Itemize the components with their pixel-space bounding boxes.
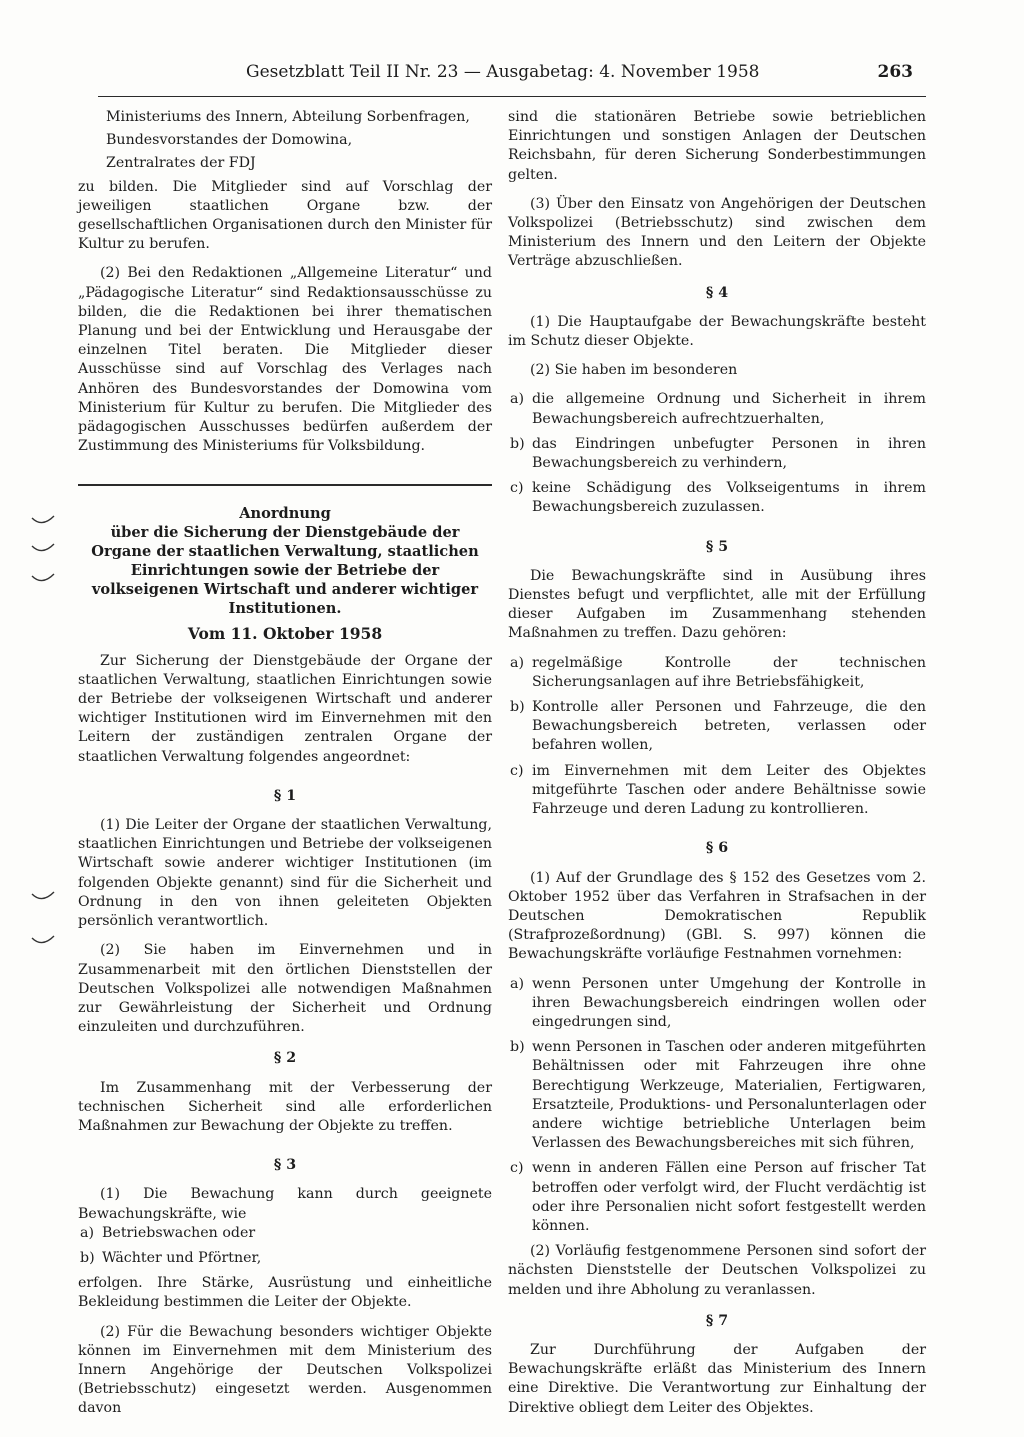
organization-item: Zentralrates der FDJ [106,155,256,172]
paragraph: sind die stationären Betriebe sowie betrieblichen Einrichtungen und sonstigen Anlagen der Deutschen Reichsbahn, für deren Sicherung Sonderbestimmungen gelten. [508,109,926,183]
list-item [508,1038,926,1153]
page-number: 263 [877,62,913,82]
paragraph: Im Zusammenhang mit der Verbesserung der technischen Sicherheit sind alle erforderlichen Maßnahmen zur Bewachung der Objekte zu treffen. [78,1079,492,1134]
paragraph: (2) Bei den Redaktionen „Allgemeine Literatur“ und „Pädagogische Literatur“ sind Redaktionsausschüsse zu bilden, die die Redaktionen bei ihrer thematischen Planung und bei der Entwicklung und Herausgabe der einzelnen Titel beraten. Die Mitglieder dieser Ausschüsse sind auf Vorschlag des Verlages nach Anhören des Bundesvorstandes der Domowina vom Ministerium für Kultur zu berufen. Die Mitglieder des pädagogischen Ausschusses bedürfen außerdem der Zustimmung des Ministeriums für Volksbildung. [78,265,492,455]
paragraph: (2) Sie haben im besonderen [530,362,738,379]
list-item-label: a) [510,654,524,671]
section-sign: § 2 [273,1050,297,1067]
list-item [508,435,926,473]
paragraph: (3) Über den Einsatz von Angehörigen der Deutschen Volkspolizei (Betriebsschutz) sind zwischen dem Ministerium des Innern und den Leitern der Objekte Verträge abzuschließen. [508,195,926,270]
list-item-label: b) [80,1249,95,1266]
preamble: Zur Sicherung der Dienstgebäude der Organe der staatlichen Verwaltung, staatlichen Einrichtungen sowie der Betriebe der volkseigenen Wirtschaft und anderer wichtiger Institutionen wird im Einvernehmen mit den Leitern der zuständigen zentralen Organe der staatlichen Verwaltung folgendes angeordnet: [78,652,492,765]
list-item-label: c) [510,1160,524,1177]
list-item-text: das Eindringen unbefugter Personen in ihren Bewachungsbereich zu verhindern, [532,435,926,472]
list-item-label: a) [510,391,524,408]
paragraph: (1) Auf der Grundlage des § 152 des Gesetzes vom 2. Oktober 1952 über das Verfahren in Strafsachen in der Deutschen Demokratischen Republik (Strafprozeßordnung) (GBl. S. 997) können die Bewachungskräfte vorläufige Festnahmen vornehmen: [508,869,926,963]
section-sign: § 3 [273,1157,297,1174]
margin-check-mark [30,934,56,948]
list-item [78,1249,492,1268]
list-item-text: wenn in anderen Fällen eine Person auf frischer Tat betroffen oder verfolgt wird, der Flucht verdächtig ist oder ihre Personalien nicht sofort festgestellt werden können. [532,1160,926,1234]
list-item [508,390,926,428]
list-item-text: Betriebswachen oder [102,1224,256,1241]
section-divider [78,484,492,486]
list-item-text: die allgemeine Ordnung und Sicherheit in ihrem Bewachungsbereich aufrechtzuerhalten, [532,391,926,427]
section-sign: § 4 [705,284,729,301]
section-sign: § 5 [705,538,729,555]
paragraph: (1) Die Bewachung kann durch geeignete Bewachungskräfte, wie [78,1186,492,1222]
margin-check-mark [30,542,56,556]
list-item-text: wenn Personen unter Umgehung der Kontrolle in ihren Bewachungsbereich eindringen wollen oder eingedrungen sind, [532,975,926,1030]
list-item [508,479,926,517]
paragraph: (2) Vorläufig festgenommene Personen sind sofort der nächsten Dienststelle der Deutschen Volkspolizei zu melden und ihre Abholung zu veranlassen. [508,1243,926,1298]
list-item-label: b) [510,699,525,716]
list-item [508,654,926,692]
list-item-text: keine Schädigung des Volkseigentums in ihrem Bewachungsbereich zuzulassen. [532,480,926,516]
paragraph: erfolgen. Ihre Stärke, Ausrüstung und einheitliche Bekleidung bestimmen die Leiter der Objekte. [78,1275,492,1311]
right-column [508,108,926,1428]
left-column [78,108,492,1429]
page-header [246,62,913,90]
paragraph: (1) Die Hauptaufgabe der Bewachungskräfte besteht im Schutz dieser Objekte. [508,313,926,350]
section-sign: § 1 [273,787,297,804]
list-item-label: a) [80,1224,94,1241]
organization-item: Bundesvorstandes der Domowina, [106,132,353,149]
paragraph: (1) Die Leiter der Organe der staatlichen Verwaltung, staatlichen Einrichtungen und Betriebe der volkseigenen Wirtschaft sowie anderer wichtiger Institutionen (im folgenden Objekte genannt) sind für die Sicherheit und Ordnung in den von ihnen geleiteten Objekten persönlich verantwortlich. [78,817,492,930]
section-sign: § 7 [705,1312,729,1329]
margin-check-mark [30,514,56,528]
list-item [78,1224,492,1243]
margin-check-mark [30,572,56,586]
organization-list [78,108,492,174]
list-item-label: c) [510,762,524,779]
section-sign: § 6 [705,840,729,857]
list-item-label: a) [510,975,524,992]
list-item-text: regelmäßige Kontrolle der technischen Sicherungsanlagen auf ihre Betriebsfähigkeit, [532,654,926,690]
paragraph: (2) Für die Bewachung besonders wichtiger Objekte können im Einvernehmen mit dem Ministerium des Innern Angehörige der Deutschen Volkspolizei (Betriebsschutz) eingesetzt werden. Ausgenommen davon [78,1323,492,1417]
list-item-text: wenn Personen in Taschen oder anderen mitgeführten Behältnissen oder mit Fahrzeugen ihre ohne Berechtigung Werkzeuge, Materialien, Fertigwaren, Ersatzteile, Produktions- und Personalunterlagen oder andere wichtige betriebliche Unterlagen beim Verlassen des Bewachungsbereiches mit sich führen, [532,1039,926,1152]
list-item-text: Kontrolle aller Personen und Fahrzeuge, die den Bewachungsbereich betreten, verlassen oder befahren wollen, [532,699,926,754]
paragraph: Die Bewachungskräfte sind in Ausübung ihres Dienstes befugt und verpflichtet, alle mit der Erfüllung dieser Aufgaben im Zusammenhang stehenden Maßnahmen zu treffen. Dazu gehören: [508,567,926,642]
list-item [508,975,926,1033]
list-item [508,1159,926,1236]
list-item [508,762,926,820]
list-item-label: c) [510,480,524,497]
margin-check-mark [30,890,56,904]
organization-item: Ministeriums des Innern, Abteilung Sorbenfragen, [106,109,470,125]
list-item-label: b) [510,1039,525,1056]
header-title: Gesetzblatt Teil II Nr. 23 — Ausgabetag: 4. November 1958 [246,62,760,82]
paragraph: Zur Durchführung der Aufgaben der Bewachungskräfte erläßt das Ministerium des Innern eine Direktive. Die Verantwortung zur Einhaltung der Direktive obliegt dem Leiter des Objektes. [508,1341,926,1416]
list-item-label: b) [510,435,525,452]
list-item [508,698,926,756]
ordinance-date: Vom 11. Oktober 1958 [187,624,383,644]
header-rule [98,96,926,97]
list-item-text: Wächter und Pförtner, [102,1249,262,1266]
ordinance-subtitle: über die Sicherung der Dienstgebäude der Organe der staatlichen Verwaltung, staatlichen Einrichtungen sowie der Betriebe der volkseigenen Wirtschaft und anderer wichtiger Institutionen. [91,524,479,618]
ordinance-title: Anordnung [239,505,331,523]
paragraph: zu bilden. Die Mitglieder sind auf Vorschlag der jeweiligen staatlichen Organe bzw. der gesellschaftlichen Organisationen durch den Minister für Kultur zu berufen. [78,178,492,253]
list-item-text: im Einvernehmen mit dem Leiter des Objektes mitgeführte Taschen oder andere Behältnisse sowie Fahrzeuge und deren Ladung zu kontrollieren. [532,762,926,818]
paragraph: (2) Sie haben im Einvernehmen und in Zusammenarbeit mit den örtlichen Dienststellen der Deutschen Volkspolizei alle notwendigen Maßnahmen zur Gewährleistung der Sicherheit und Ordnung einzuleiten und durchzuführen. [78,942,492,1036]
